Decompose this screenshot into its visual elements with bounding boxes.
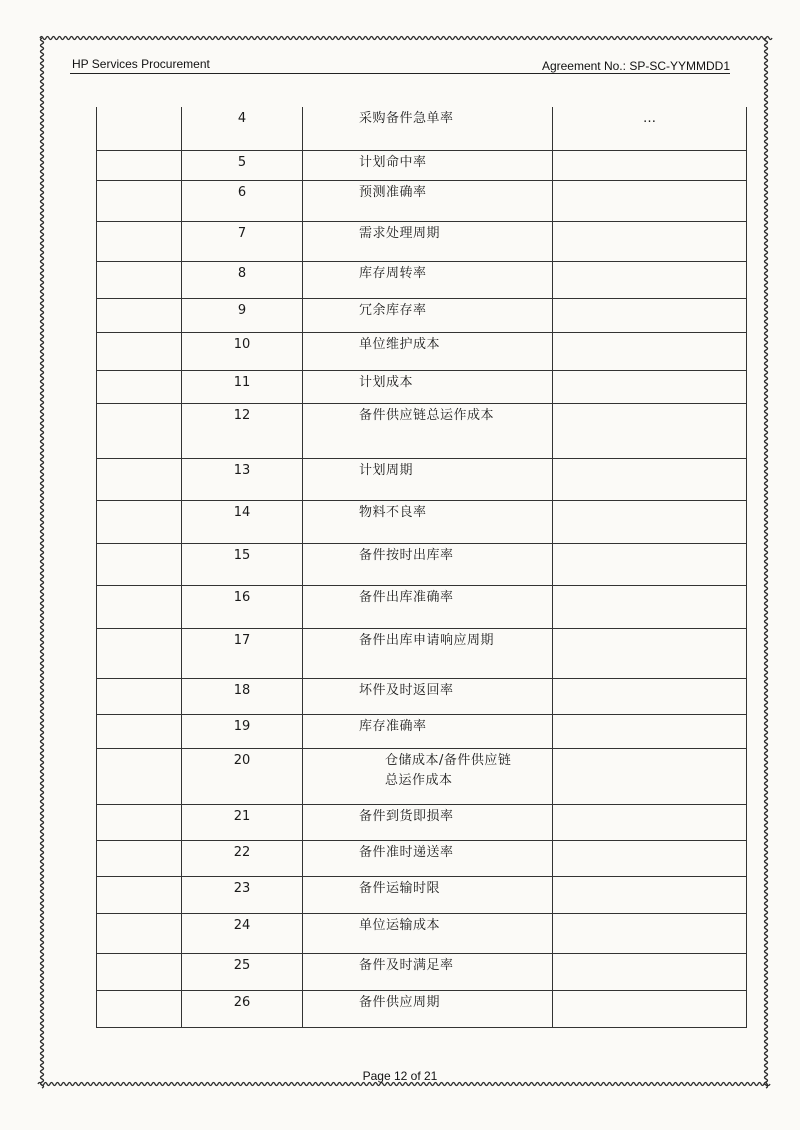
row-group-cell [97, 748, 182, 804]
table-row [97, 678, 747, 714]
kpi-note: … [553, 107, 747, 150]
kpi-name [303, 543, 553, 585]
table-row [97, 403, 747, 458]
header-company: HP Services Procurement [72, 57, 210, 71]
kpi-name [303, 876, 553, 913]
kpi-name [303, 804, 553, 840]
kpi-name-text: 冗余库存率 [359, 302, 427, 318]
kpi-name [303, 458, 553, 500]
kpi-note [553, 990, 747, 1027]
table-row [97, 500, 747, 543]
table-row [97, 107, 747, 150]
kpi-name-text: 备件出库申请响应周期 [359, 632, 495, 648]
kpi-note [553, 221, 747, 261]
kpi-name [303, 953, 553, 990]
row-number: 22 [182, 840, 303, 876]
kpi-name-text: 备件到货即损率 [359, 808, 454, 824]
row-number: 16 [182, 585, 303, 628]
kpi-name-text: 计划成本 [359, 374, 414, 390]
kpi-table [96, 107, 747, 1028]
row-group-cell [97, 953, 182, 990]
kpi-note [553, 714, 747, 748]
row-group-cell [97, 150, 182, 180]
row-number: 13 [182, 458, 303, 500]
kpi-name-text: 预测准确率 [359, 184, 427, 200]
kpi-name-text: 物料不良率 [359, 504, 427, 520]
table-row [97, 804, 747, 840]
kpi-note [553, 180, 747, 221]
kpi-name [303, 107, 553, 150]
kpi-note [553, 804, 747, 840]
kpi-name [303, 403, 553, 458]
kpi-note [553, 840, 747, 876]
kpi-name [303, 500, 553, 543]
row-group-cell [97, 298, 182, 332]
border-edge [40, 37, 772, 40]
table-row [97, 150, 747, 180]
table-row [97, 261, 747, 298]
table-row [97, 840, 747, 876]
kpi-note [553, 748, 747, 804]
row-number: 9 [182, 298, 303, 332]
table-row [97, 748, 747, 804]
row-number: 18 [182, 678, 303, 714]
row-number: 24 [182, 913, 303, 953]
row-group-cell [97, 913, 182, 953]
row-group-cell [97, 876, 182, 913]
kpi-name-text: 备件准时递送率 [359, 844, 454, 860]
row-number: 23 [182, 876, 303, 913]
kpi-name [303, 585, 553, 628]
row-group-cell [97, 261, 182, 298]
kpi-name [303, 150, 553, 180]
kpi-name [303, 913, 553, 953]
row-number: 19 [182, 714, 303, 748]
row-group-cell [97, 403, 182, 458]
kpi-note [553, 543, 747, 585]
table-row [97, 332, 747, 370]
row-group-cell [97, 990, 182, 1027]
kpi-name-text: 备件供应链总运作成本 [359, 407, 495, 423]
row-number: 25 [182, 953, 303, 990]
table-row [97, 370, 747, 403]
row-number: 21 [182, 804, 303, 840]
kpi-name [303, 180, 553, 221]
row-group-cell [97, 370, 182, 403]
kpi-note [553, 500, 747, 543]
row-group-cell [97, 678, 182, 714]
table-row [97, 913, 747, 953]
row-number: 7 [182, 221, 303, 261]
kpi-name-text: 备件按时出库率 [359, 547, 454, 563]
kpi-name-text: 单位维护成本 [359, 336, 441, 352]
row-number: 10 [182, 332, 303, 370]
row-number: 15 [182, 543, 303, 585]
row-group-cell [97, 543, 182, 585]
kpi-note [553, 458, 747, 500]
kpi-name [303, 221, 553, 261]
kpi-note [553, 332, 747, 370]
kpi-name-text: 备件供应周期 [359, 994, 441, 1010]
kpi-note [553, 403, 747, 458]
row-group-cell [97, 500, 182, 543]
table-row [97, 585, 747, 628]
row-group-cell [97, 180, 182, 221]
header-agreement-number: Agreement No.: SP-SC-YYMMDD1 [541, 59, 730, 73]
kpi-name-text: 库存周转率 [359, 265, 427, 281]
table-row [97, 628, 747, 678]
kpi-note [553, 298, 747, 332]
row-number: 14 [182, 500, 303, 543]
kpi-name [303, 370, 553, 403]
kpi-note [553, 585, 747, 628]
kpi-name-text: 计划周期 [359, 462, 414, 478]
table-row [97, 458, 747, 500]
kpi-name-text: 采购备件急单率 [359, 111, 454, 126]
row-number: 8 [182, 261, 303, 298]
kpi-name [303, 298, 553, 332]
kpi-name-text: 单位运输成本 [359, 917, 441, 933]
table-row [97, 221, 747, 261]
kpi-name-text: 仓储成本/备件供应链总运作成本 [385, 752, 512, 788]
header-divider [70, 73, 730, 74]
kpi-name-text: 备件出库准确率 [359, 589, 454, 605]
row-group-cell [97, 458, 182, 500]
border-edge [41, 38, 44, 1088]
kpi-name-text: 库存准确率 [359, 718, 427, 734]
row-group-cell [97, 804, 182, 840]
row-group-cell [97, 332, 182, 370]
table-row [97, 953, 747, 990]
row-group-cell [97, 628, 182, 678]
table-row [97, 543, 747, 585]
kpi-note [553, 913, 747, 953]
kpi-note [553, 628, 747, 678]
kpi-note [553, 876, 747, 913]
kpi-note [553, 261, 747, 298]
row-number: 26 [182, 990, 303, 1027]
row-number: 6 [182, 180, 303, 221]
kpi-note [553, 678, 747, 714]
kpi-name [303, 332, 553, 370]
page-number: Page 12 of 21 [362, 1069, 438, 1083]
row-group-cell [97, 840, 182, 876]
kpi-name [303, 748, 553, 804]
kpi-name [303, 840, 553, 876]
row-number: 11 [182, 370, 303, 403]
kpi-name [303, 261, 553, 298]
kpi-note [553, 953, 747, 990]
table-row [97, 876, 747, 913]
table-row [97, 714, 747, 748]
kpi-name-text: 需求处理周期 [359, 225, 441, 241]
kpi-note [553, 150, 747, 180]
row-group-cell [97, 107, 182, 150]
kpi-name [303, 678, 553, 714]
row-group-cell [97, 221, 182, 261]
kpi-name-text: 备件运输时限 [359, 880, 441, 896]
row-group-cell [97, 714, 182, 748]
kpi-name-text: 计划命中率 [359, 154, 427, 170]
row-number: 12 [182, 403, 303, 458]
kpi-name-text: 备件及时满足率 [359, 957, 454, 973]
kpi-name [303, 990, 553, 1027]
table-row [97, 180, 747, 221]
kpi-name [303, 714, 553, 748]
kpi-note [553, 370, 747, 403]
kpi-name-text: 坏件及时返回率 [359, 682, 454, 698]
row-number: 5 [182, 150, 303, 180]
row-group-cell [97, 585, 182, 628]
table-row [97, 298, 747, 332]
row-number: 20 [182, 748, 303, 804]
row-number: 4 [182, 107, 303, 150]
border-edge [765, 38, 768, 1088]
row-number: 17 [182, 628, 303, 678]
kpi-name [303, 628, 553, 678]
table-row [97, 990, 747, 1027]
